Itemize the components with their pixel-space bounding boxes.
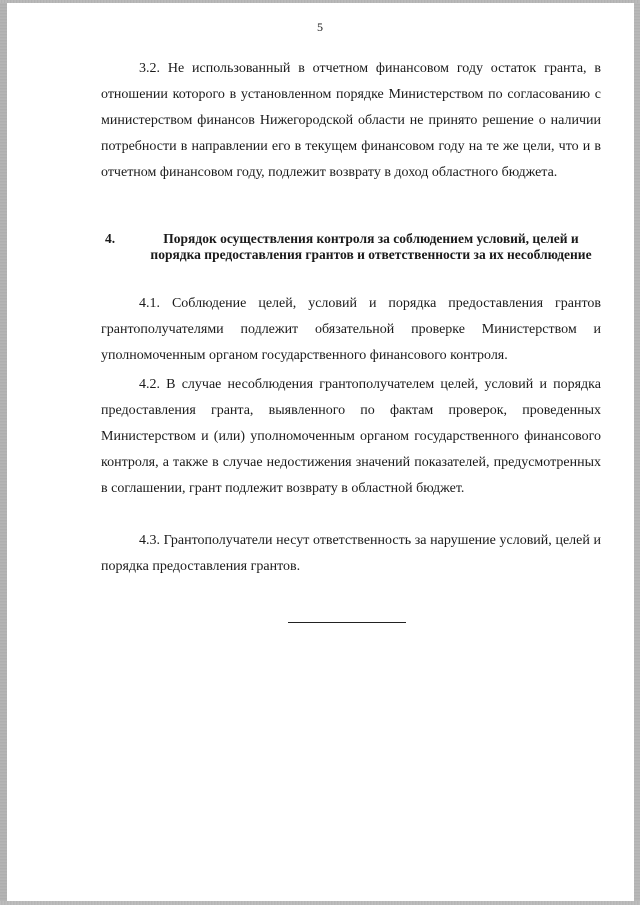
paragraph-4-2: 4.2. В случае несоблюдения грантополучателем целей, условий и порядка предоставления гранта, выявленного по фактам проверок, проведенных Министерством и (или) уполномоченным органом государственного финансового контроля, а также в случае недостижения значений показателей, предусмотренных в соглашении, грант подлежит возврату в областной бюджет. [101, 377, 601, 496]
paragraph-4-3: 4.3. Грантополучатели несут ответственность за нарушение условий, целей и порядка предоставления грантов. [101, 533, 601, 574]
end-of-document-rule [288, 622, 406, 623]
section-number: 4. [105, 231, 116, 246]
paragraph-4-1: 4.1. Соблюдение целей, условий и порядка предоставления грантов грантополучателями подлежит обязательной проверке Министерством и уполномоченным органом государственного финансового контроля. [101, 296, 601, 363]
section-4-heading [101, 231, 601, 263]
section-title: Порядок осуществления контроля за соблюдением условий, целей и порядка предоставления грантов и ответственности за их несоблюдение [150, 231, 592, 262]
scan-border-top [0, 0, 640, 3]
page-number: 5 [317, 20, 323, 34]
scan-border-bottom [0, 901, 640, 905]
scan-border-left [0, 0, 7, 905]
paragraph-3-2: 3.2. Не использованный в отчетном финансовом году остаток гранта, в отношении которого в установленном порядке Министерством по согласованию с министерством финансов Нижегородской области не принято решение о наличии потребности в направлении его в текущем финансовом году на те же цели, что и в отчетном финансовом году, подлежит возврату в доход областного бюджета. [101, 61, 601, 180]
scan-border-right [634, 0, 640, 905]
